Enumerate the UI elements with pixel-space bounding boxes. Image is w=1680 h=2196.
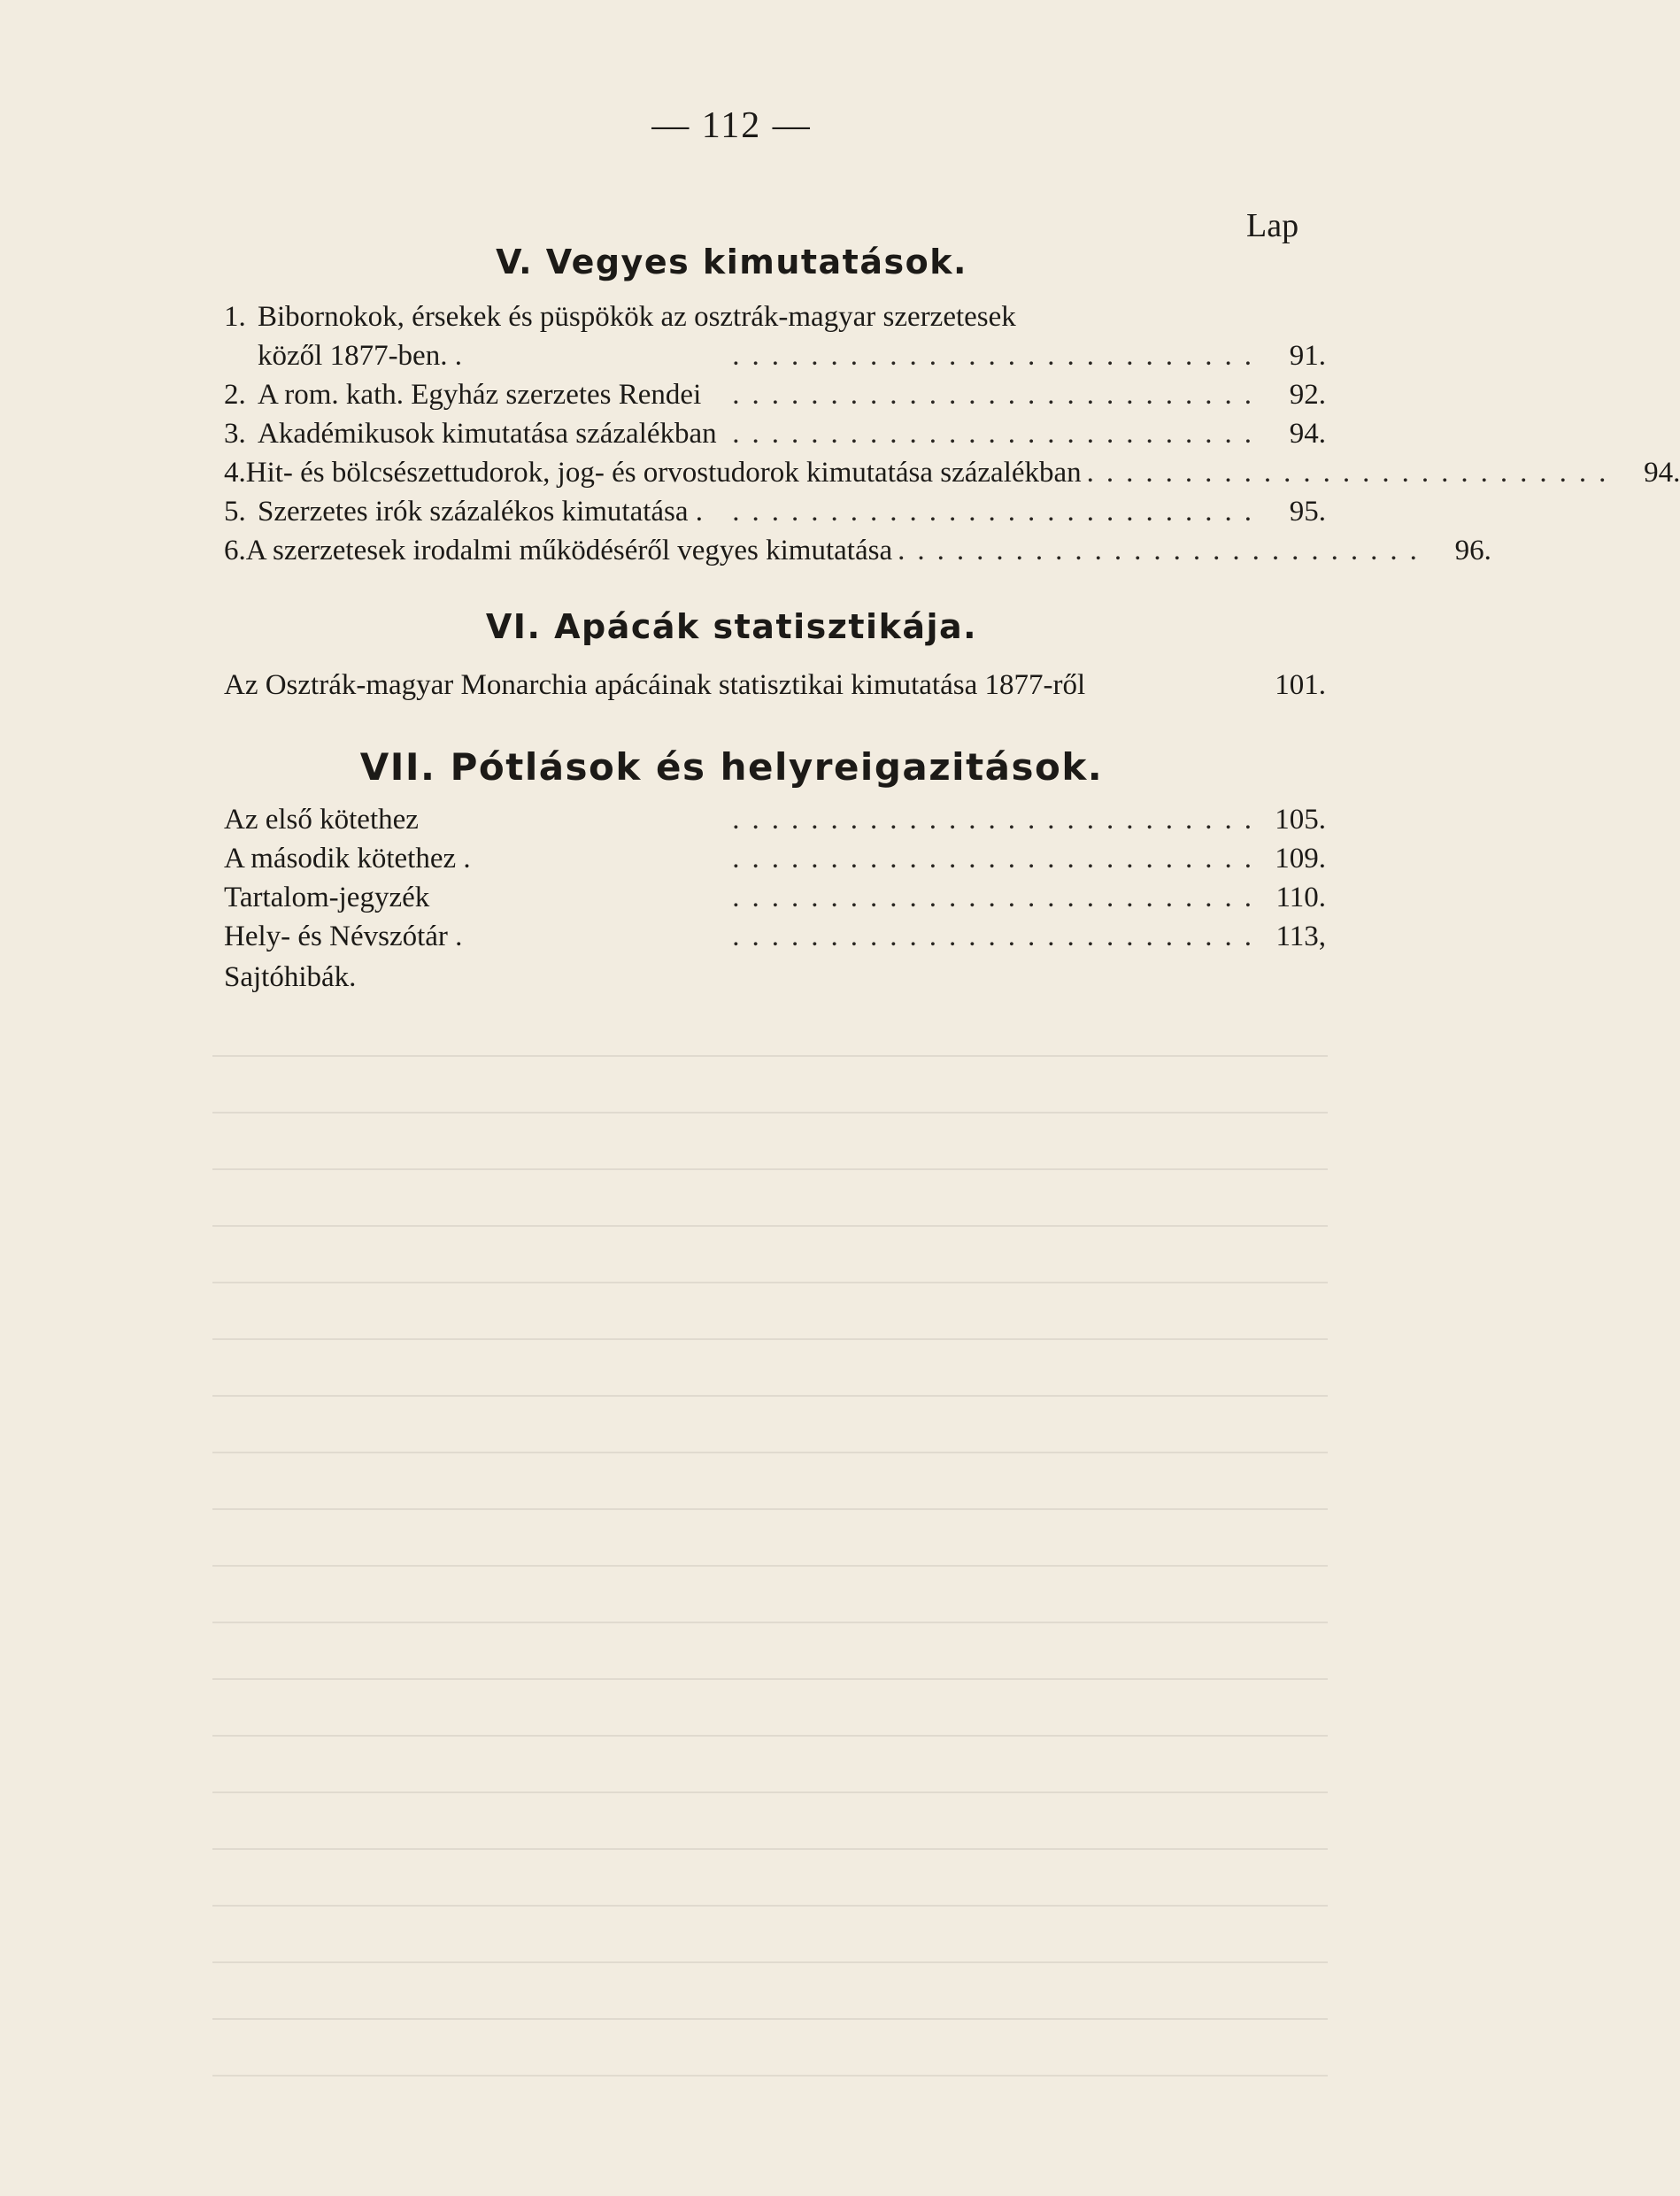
entry-text: A rom. kath. Egyház szerzetes Rendei: [258, 379, 702, 411]
page-column-header: Lap: [1246, 207, 1299, 244]
entry-page: 94.: [1289, 418, 1326, 450]
toc-entry: [224, 418, 1326, 457]
leader-dots: ...........................: [732, 804, 1264, 836]
leader-dots: ...........................: [732, 843, 1264, 875]
toc-entry: [224, 301, 1326, 340]
page-number: — 112 —: [651, 105, 812, 146]
leader-dots: ...........................: [732, 496, 1264, 528]
toc-entry: [224, 921, 1326, 959]
toc-entry: [224, 669, 1326, 708]
entry-page: 113,: [1275, 921, 1326, 952]
entry-text: Bibornokok, érsekek és püspökök az osztrák-magyar szerzetesek: [258, 301, 1016, 333]
entry-page: 110.: [1275, 882, 1326, 913]
entry-page: 96.: [1454, 535, 1491, 566]
entry-text: közől 1877-ben. .: [258, 340, 462, 372]
entry-text: A szerzetesek irodalmi működéséről vegyes kimutatása: [245, 535, 893, 566]
leader-dots: ...........................: [732, 882, 1264, 913]
entry-text: Hely- és Névszótár .: [224, 921, 463, 952]
leader-dots: ...........................: [732, 340, 1264, 372]
entry-page: 109.: [1275, 843, 1326, 875]
toc-entry: [224, 457, 1680, 496]
entry-number: 2.: [224, 379, 246, 411]
show-through-bleed: [212, 1009, 1328, 2089]
toc-entry: [224, 843, 1326, 882]
entry-number: 4.: [224, 457, 246, 489]
entry-page: 101.: [1275, 669, 1326, 701]
leader-dots: ...........................: [1086, 457, 1619, 489]
toc-entry: [224, 882, 1326, 921]
leader-dots: ...........................: [732, 379, 1264, 411]
section-vii-heading: VII. Pótlások és helyreigazitások.: [359, 745, 1104, 789]
entry-number: 1.: [224, 301, 246, 333]
entry-text: A második kötethez .: [224, 843, 471, 875]
toc-entry: [224, 535, 1491, 574]
toc-entry-continuation: [258, 340, 1326, 379]
entry-text: Az Osztrák-magyar Monarchia apácáinak statisztikai kimutatása 1877-ről: [224, 669, 1086, 701]
toc-entry: [224, 379, 1326, 418]
leader-dots: ...........................: [732, 921, 1264, 952]
errata-line: Sajtóhibák.: [224, 961, 357, 993]
entry-number: 6.: [224, 535, 246, 566]
entry-text: Akadémikusok kimutatása százalékban: [258, 418, 717, 450]
entry-text: Tartalom-jegyzék: [224, 882, 430, 913]
entry-text: Hit- és bölcsészettudorok, jog- és orvostudorok kimutatása százalékban: [245, 457, 1082, 489]
entry-page: 92.: [1289, 379, 1326, 411]
entry-page: 105.: [1275, 804, 1326, 836]
entry-text: Az első kötethez: [224, 804, 419, 836]
entry-page: 94.: [1644, 457, 1680, 489]
entry-page: 95.: [1289, 496, 1326, 528]
entry-number: 3.: [224, 418, 246, 450]
entry-number: 5.: [224, 496, 246, 528]
toc-entry: [224, 804, 1326, 843]
toc-entry: [224, 496, 1326, 535]
entry-text: Szerzetes irók százalékos kimutatása .: [258, 496, 704, 528]
entry-page: 91.: [1289, 340, 1326, 372]
leader-dots: ...........................: [732, 418, 1264, 450]
section-vi-heading: VI. Apácák statisztikája.: [485, 607, 978, 646]
leader-dots: ...........................: [898, 535, 1430, 566]
section-v-heading: V. Vegyes kimutatások.: [496, 243, 967, 281]
